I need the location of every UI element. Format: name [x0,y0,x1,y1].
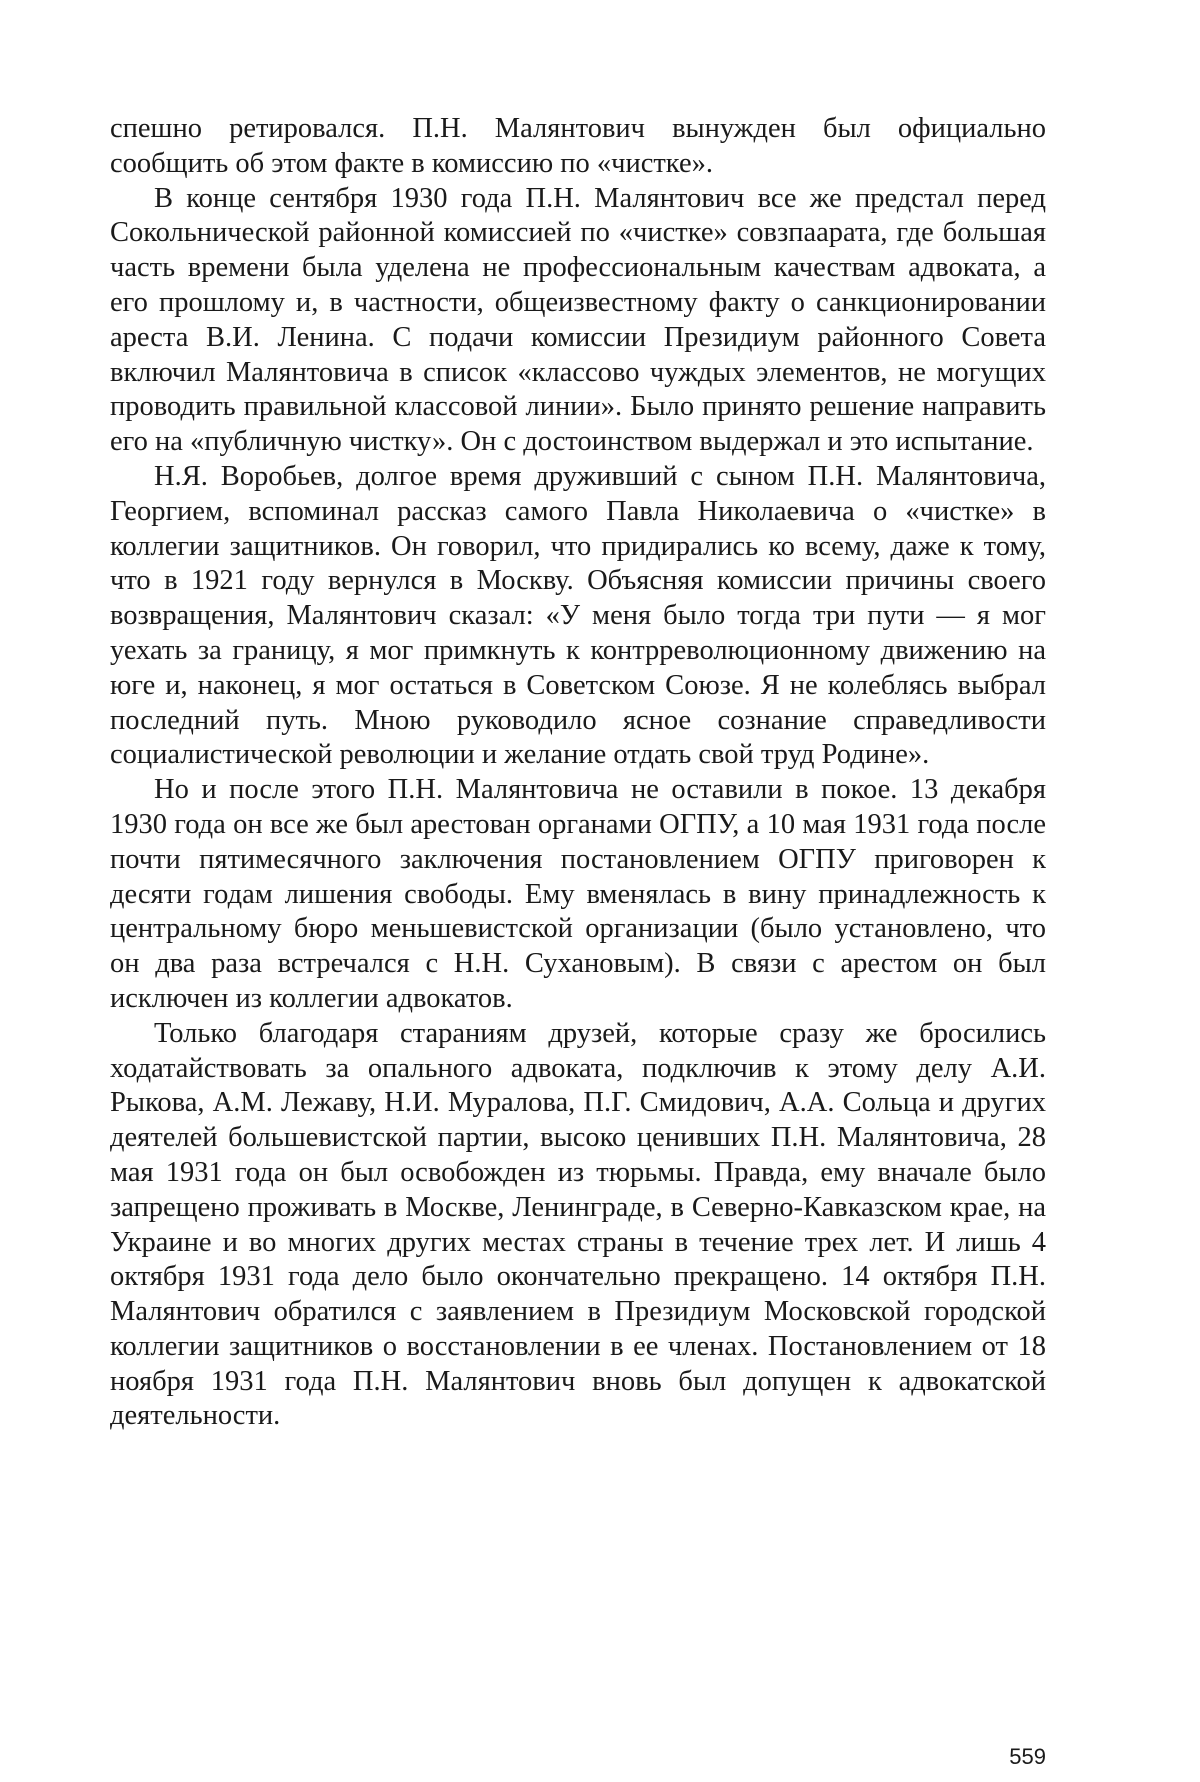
page-number: 559 [1009,1744,1046,1769]
paragraph-3: Н.Я. Воробьев, долгое время друживший с сыном П.Н. Малянтовича, Георгием, вспоминал рассказ самого Павла Николаевича о «чистке» в коллегии защитников. Он говорил, что придирались ко всему, даже к тому, что в 1921 году вернулся в Москву. Объясняя комиссии причины своего возвращения, Малянтович сказал: «У меня было тогда три пути — я мог уехать за границу, я мог примкнуть к контрреволюционному движению на юге и, наконец, я мог остаться в Советском Союзе. Я не колеблясь выбрал последний путь. Мною руководило ясное сознание справедливости социалистической революции и желание отдать свой труд Родине». [110,460,1046,771]
paragraph-1: спешно ретировался. П.Н. Малянтович вынужден был официально сообщить об этом факте в комиссию по «чистке». [110,113,1046,179]
paragraph-4: Но и после этого П.Н. Малянтовича не оставили в покое. 13 декабря 1930 года он все же был арестован органами ОГПУ, а 10 мая 1931 года после почти пятимесячного заключения постановлением ОГПУ приговорен к десяти годам лишения свободы. Ему вменялась в вину принадлежность к центральному бюро меньшевистской организации (было установлено, что он два раза встречался с Н.Н. Сухановым). В связи с арестом он был исключен из коллегии адвокатов. [110,774,1046,1014]
body-text [110,112,1046,1434]
paragraph-2: В конце сентября 1930 года П.Н. Малянтович все же предстал перед Сокольнической районной комиссией по «чистке» совзпаарата, где большая часть времени была уделена не профессиональным качествам адвоката, а его прошлому и, в частности, общеизвестному факту о санкционировании ареста В.И. Ленина. С подачи комиссии Президиум районного Совета включил Малянтовича в список «классово чуждых элементов, не могущих проводить правильной классовой линии». Было принято решение направить его на «публичную чистку». Он с достоинством выдержал и это испытание. [110,182,1046,458]
paragraph-5: Только благодаря стараниям друзей, которые сразу же бросились ходатайствовать за опального адвоката, подключив к этому делу А.И. Рыкова, А.М. Лежаву, Н.И. Муралова, П.Г. Смидович, А.А. Сольца и других деятелей большевистской партии, высоко ценивших П.Н. Малянтовича, 28 мая 1931 года он был освобожден из тюрьмы. Правда, ему вначале было запрещено проживать в Москве, Ленинграде, в Северно-Кавказском крае, на Украине и во многих других местах страны в течение трех лет. И лишь 4 октября 1931 года дело было окончательно прекращено. 14 октября П.Н. Малянтович обратился с заявлением в Президиум Московской городской коллегии защитников о восстановлении в ее членах. Постановлением от 18 ноября 1931 года П.Н. Малянтович вновь был допущен к адвокатской деятельности. [110,1017,1046,1432]
